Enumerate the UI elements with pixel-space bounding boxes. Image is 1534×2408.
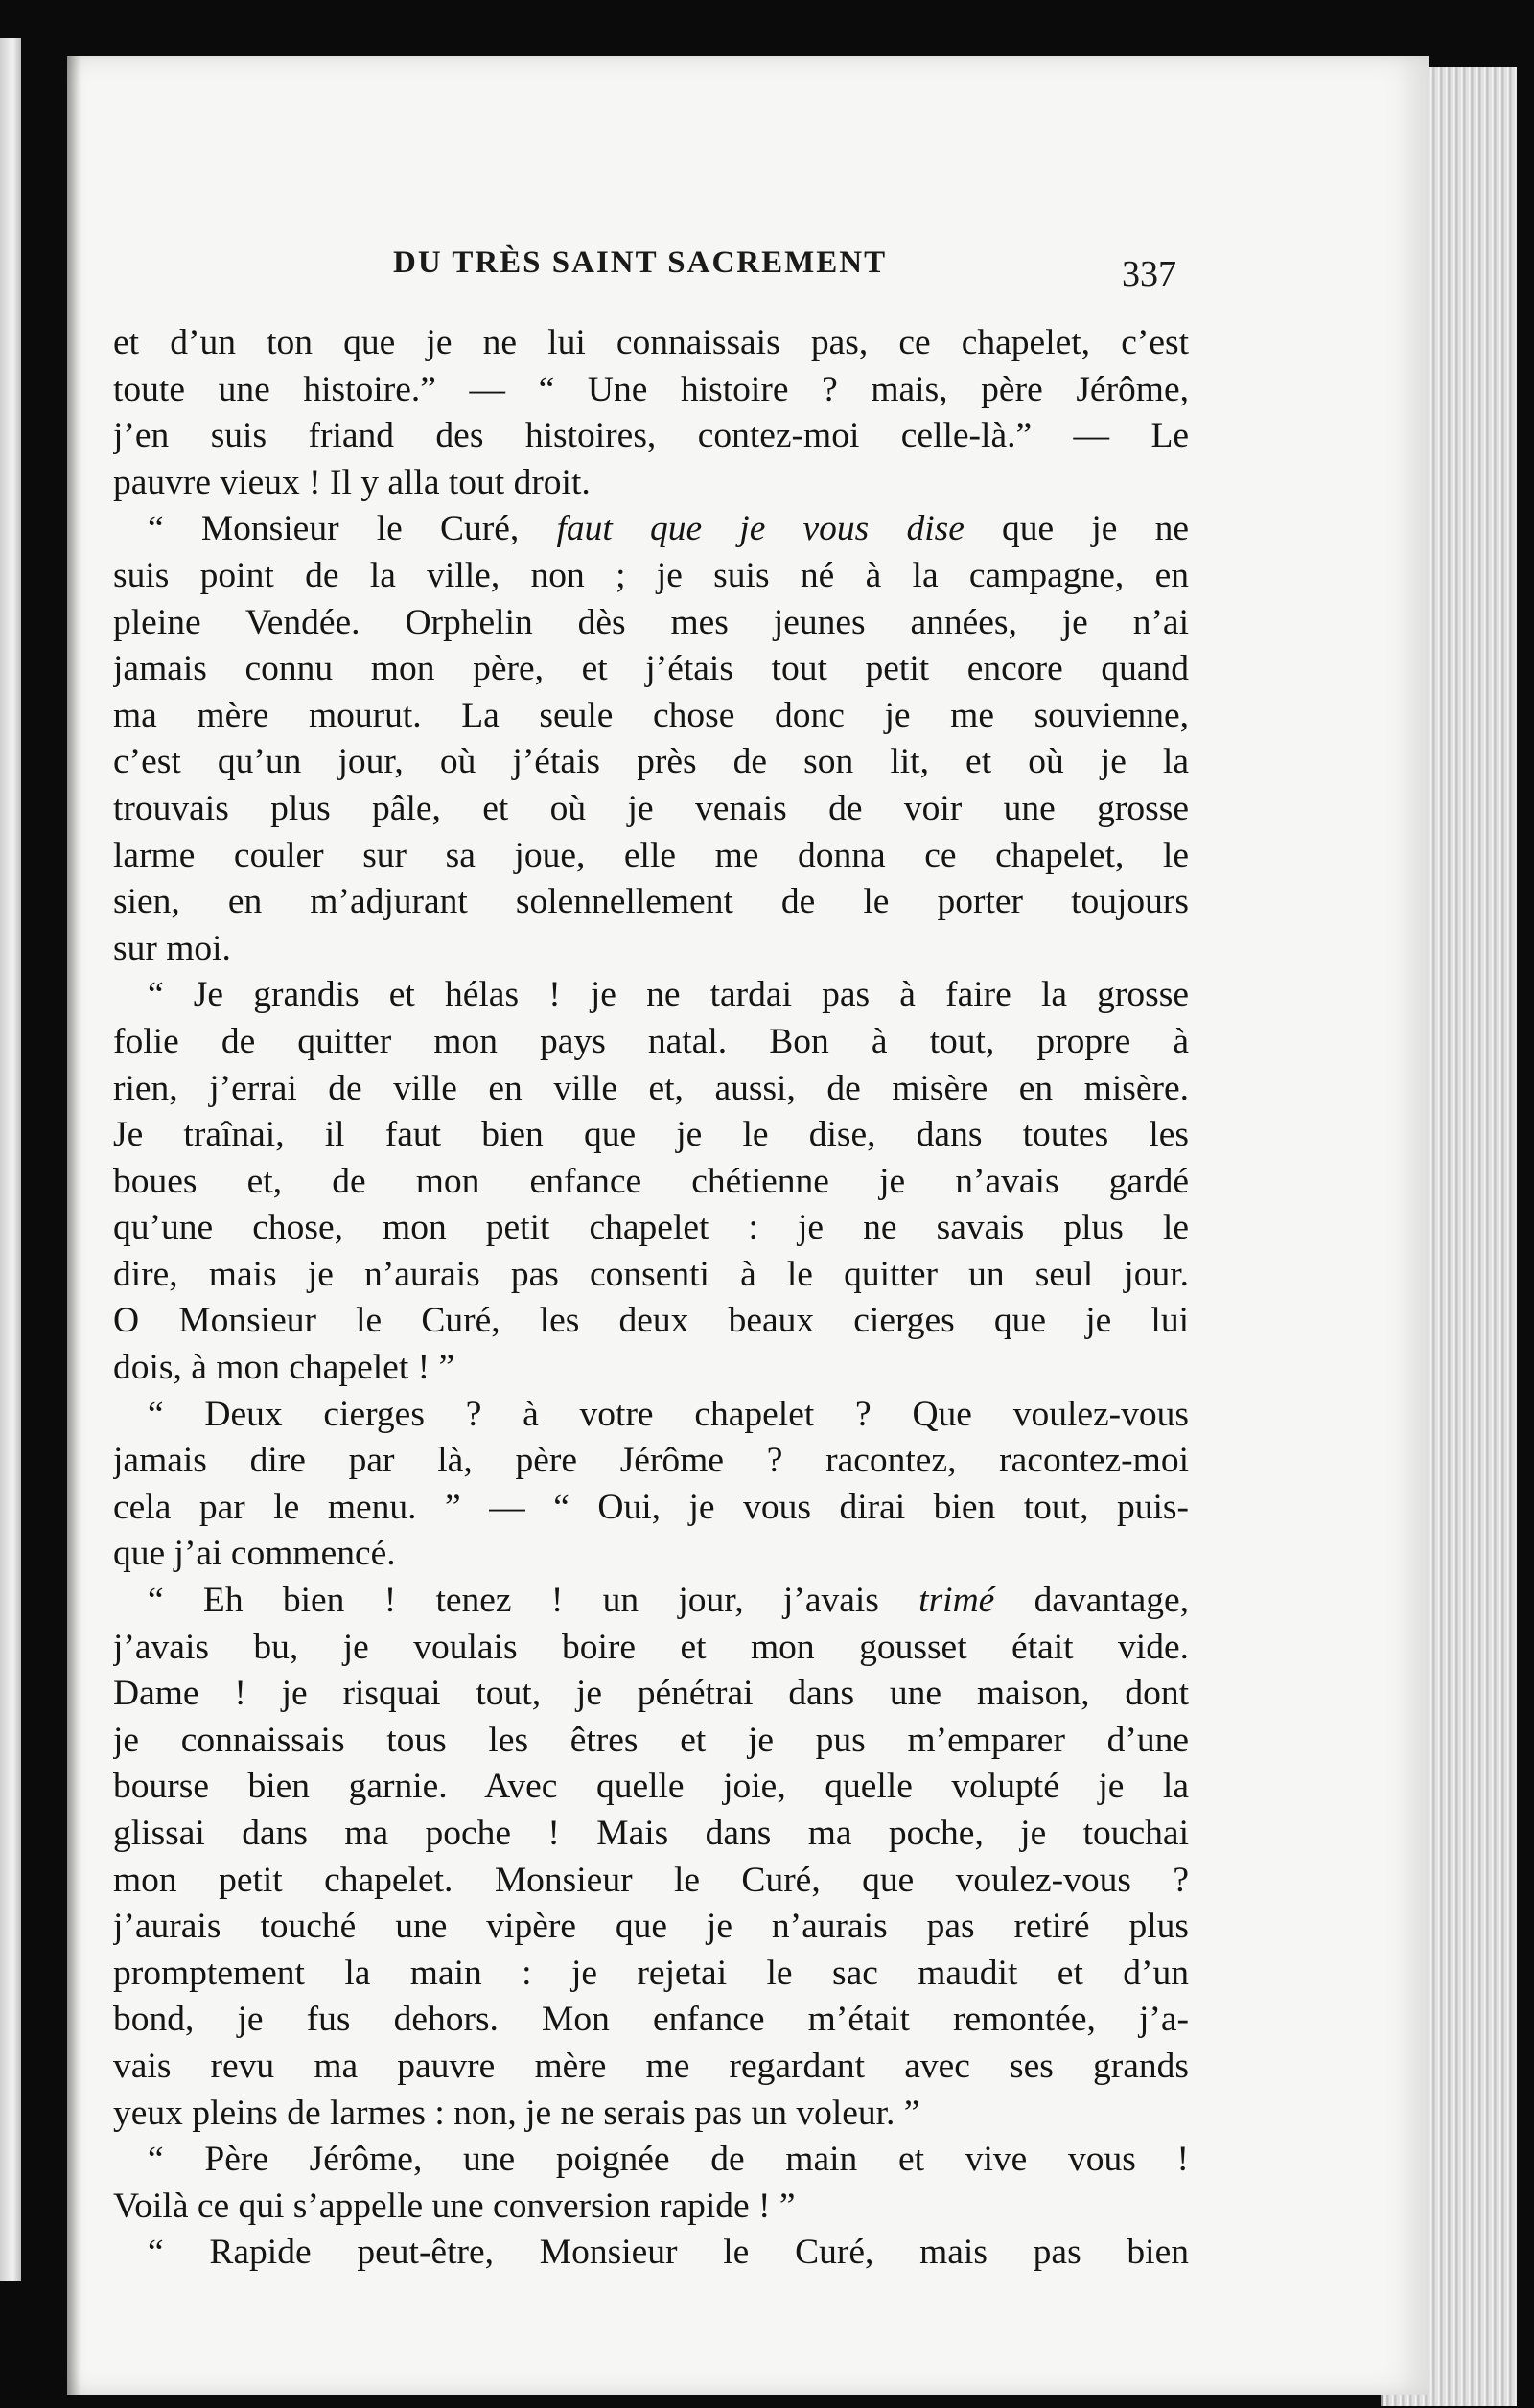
italic-word: trimé xyxy=(918,1581,995,1621)
left-page-edge xyxy=(0,38,21,2281)
text-line-mixed xyxy=(113,1578,1189,1625)
text-line: “ Deux cierges ? à votre chapelet ? Que voulez-vous xyxy=(148,1394,1189,1434)
italic-phrase: faut que je vous dise xyxy=(556,509,965,549)
text-line: “ Père Jérôme, une poignée de main et vive vous ! xyxy=(148,2140,1189,2180)
text-line: glissai dans ma poche ! Mais dans ma poche, je touchai xyxy=(113,1814,1189,1853)
text-segment: que je ne xyxy=(1002,509,1189,549)
text-line: jamais connu mon père, et j’étais tout petit encore quand xyxy=(113,649,1189,689)
text-line: larme couler sur sa joue, elle me donna ce chapelet, le xyxy=(113,835,1189,875)
text-line: et d’un ton que je ne lui connaissais pas, ce chapelet, c’est xyxy=(113,323,1189,362)
text-line: Voilà ce qui s’appelle une conversion rapide ! ” xyxy=(113,2186,796,2226)
text-line: trouvais plus pâle, et où je venais de voir une grosse xyxy=(113,788,1189,828)
running-head: DU TRÈS SAINT SACREMENT xyxy=(393,245,888,280)
text-line: toute une histoire.” — “ Une histoire ? mais, père Jérôme, xyxy=(113,369,1189,409)
text-line-mixed xyxy=(113,506,1189,553)
text-line: Je traînai, il faut bien que je le dise, dans toutes les xyxy=(113,1115,1189,1155)
text-line: promptement la main : je rejetai le sac maudit et d’un xyxy=(113,1953,1189,1993)
text-line: rien, j’errai de ville en ville et, aussi, de misère en misère. xyxy=(113,1068,1189,1108)
text-line: je connaissais tous les êtres et je pus m’emparer d’une xyxy=(113,1720,1189,1760)
text-line: boues et, de mon enfance chétienne je n’avais gardé xyxy=(113,1161,1189,1201)
text-line: “ Rapide peut-être, Monsieur le Curé, mais pas bien xyxy=(148,2233,1189,2273)
text-line: j’aurais touché une vipère que je n’aurais pas retiré plus xyxy=(113,1907,1189,1947)
text-line: O Monsieur le Curé, les deux beaux cierges que je lui xyxy=(113,1301,1189,1341)
text-line: sur moi. xyxy=(113,928,231,968)
text-line: bourse bien garnie. Avec quelle joie, quelle volupté je la xyxy=(113,1767,1189,1807)
text-line: vais revu ma pauvre mère me regardant avec ses grands xyxy=(113,2046,1189,2086)
text-line: jamais dire par là, père Jérôme ? racontez, racontez-moi xyxy=(113,1441,1189,1481)
text-line: qu’une chose, mon petit chapelet : je ne savais plus le xyxy=(113,1208,1189,1248)
text-segment: davantage, xyxy=(1034,1581,1189,1621)
text-line: j’en suis friand des histoires, contez-moi celle-là.” — Le xyxy=(113,416,1189,456)
text-segment: “ Monsieur le Curé, xyxy=(148,509,520,549)
text-line: dois, à mon chapelet ! ” xyxy=(113,1348,455,1388)
text-line: que j’ai commencé. xyxy=(113,1534,396,1574)
text-line: mon petit chapelet. Monsieur le Curé, que voulez-vous ? xyxy=(113,1860,1189,1900)
page-header xyxy=(67,245,1429,303)
text-line: bond, je fus dehors. Mon enfance m’était remontée, j’a- xyxy=(113,2000,1189,2040)
text-line: ma mère mourut. La seule chose donc je me souvienne, xyxy=(113,695,1189,735)
text-line: yeux pleins de larmes : non, je ne serais pas un voleur. ” xyxy=(113,2093,920,2133)
text-line: suis point de la ville, non ; je suis né à la campagne, en xyxy=(113,555,1189,595)
text-line: pauvre vieux ! Il y alla tout droit. xyxy=(113,462,591,502)
text-line: dire, mais je n’aurais pas consenti à le quitter un seul jour. xyxy=(113,1254,1189,1294)
text-line: “ Je grandis et hélas ! je ne tardai pas à faire la grosse xyxy=(148,975,1189,1015)
text-line: pleine Vendée. Orphelin dès mes jeunes années, je n’ai xyxy=(113,602,1189,642)
text-line: Dame ! je risquai tout, je pénétrai dans une maison, dont xyxy=(113,1674,1189,1714)
page-number: 337 xyxy=(1122,254,1176,294)
text-line: c’est qu’un jour, où j’étais près de son lit, et où je la xyxy=(113,742,1189,782)
text-segment: “ Eh bien ! tenez ! un jour, j’avais xyxy=(148,1581,879,1621)
text-line: sien, en m’adjurant solennellement de le porter toujours xyxy=(113,882,1189,922)
text-line: cela par le menu. ” — “ Oui, je vous dirai bien tout, puis- xyxy=(113,1487,1189,1527)
text-line: folie de quitter mon pays natal. Bon à tout, propre à xyxy=(113,1021,1189,1061)
book-page xyxy=(67,56,1429,2395)
text-line: j’avais bu, je voulais boire et mon gousset était vide. xyxy=(113,1627,1189,1667)
body-text xyxy=(113,320,1189,2277)
gutter-shadow xyxy=(67,56,81,2395)
